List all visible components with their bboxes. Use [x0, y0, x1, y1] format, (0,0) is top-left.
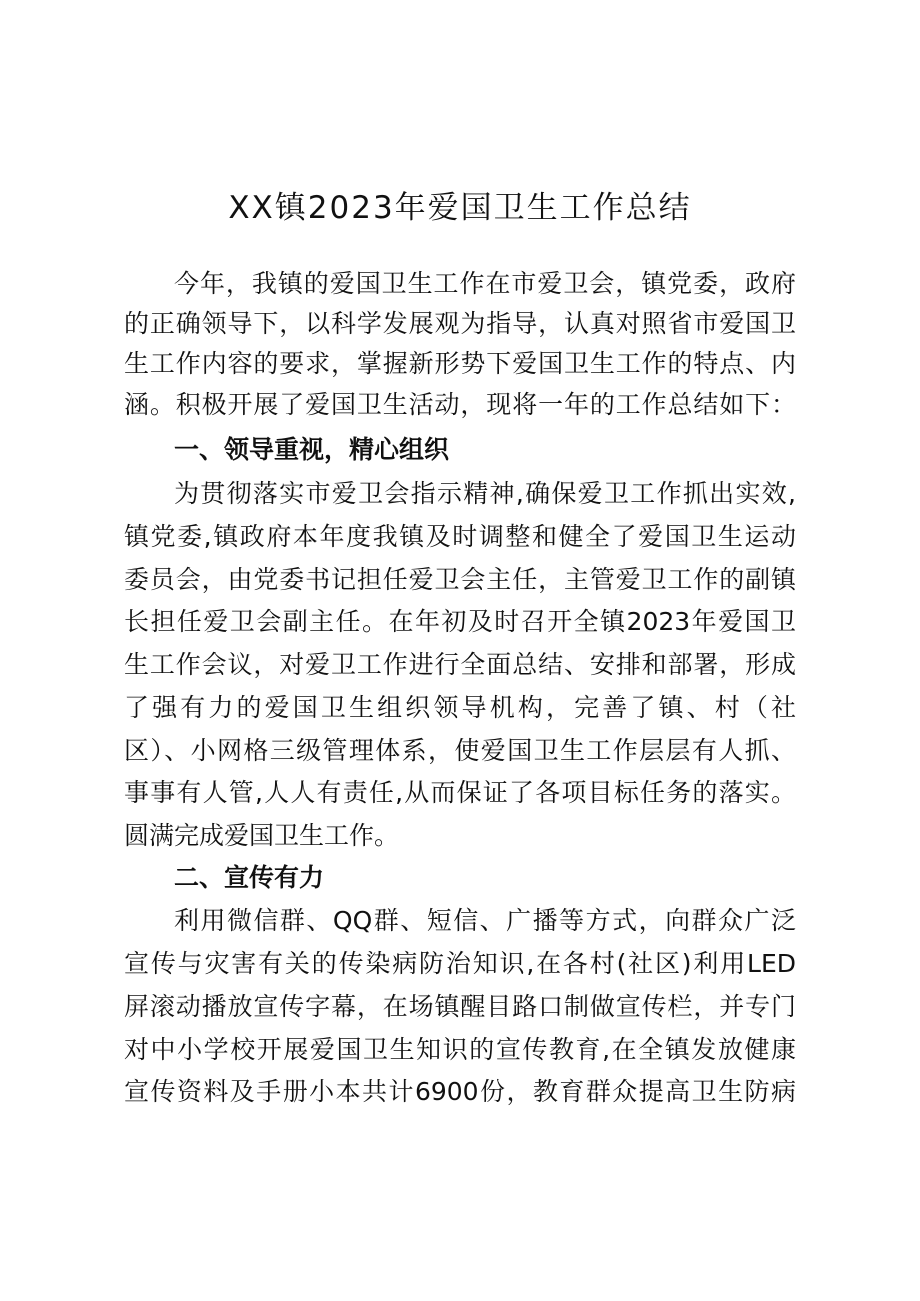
section-heading-1: 一、领导重视，精心组织 — [174, 435, 450, 464]
paragraph-line: 事事有人管,人人有责任,从而保证了各项目标任务的落实。 — [124, 778, 796, 807]
paragraph-line: 委员会，由党委书记担任爱卫会主任，主管爱卫工作的副镇 — [124, 565, 796, 594]
paragraph-line: 对中小学校开展爱国卫生知识的宣传教育,在全镇发放健康 — [124, 1035, 796, 1064]
paragraph-line: 今年，我镇的爱国卫生工作在市爱卫会，镇党委，政府 — [174, 269, 796, 298]
document-title: XX镇2023年爱国卫生工作总结 — [228, 190, 692, 226]
paragraph-line: 长担任爱卫会副主任。在年初及时召开全镇2023年爱国卫 — [124, 607, 796, 636]
section-heading-2: 二、宣传有力 — [174, 863, 325, 892]
paragraph-line: 宣传与灾害有关的传染病防治知识,在各村(社区)利用LED — [124, 949, 796, 978]
paragraph-line: 的正确领导下，以科学发展观为指导，认真对照省市爱国卫 — [124, 309, 796, 338]
paragraph-line: 涵。积极开展了爱国卫生活动，现将一年的工作总结如下： — [124, 390, 796, 419]
paragraph-line: 区）、小网格三级管理体系，使爱国卫生工作层层有人抓、 — [124, 736, 796, 765]
paragraph-line: 生工作内容的要求，掌握新形势下爱国卫生工作的特点、内 — [124, 349, 796, 378]
paragraph-line: 利用微信群、QQ群、短信、广播等方式，向群众广泛 — [174, 906, 796, 935]
paragraph-line: 圆满完成爱国卫生工作。 — [124, 821, 400, 850]
paragraph-line: 镇党委,镇政府本年度我镇及时调整和健全了爱国卫生运动 — [124, 522, 796, 551]
paragraph-line: 宣传资料及手册小本共计6900份，教育群众提高卫生防病 — [124, 1077, 796, 1106]
paragraph-line: 屏滚动播放宣传字幕，在场镇醒目路口制做宣传栏，并专门 — [124, 992, 796, 1021]
paragraph-line: 了强有力的爱国卫生组织领导机构，完善了镇、村（社 — [124, 693, 796, 722]
paragraph-line: 为贯彻落实市爱卫会指示精神,确保爱卫工作抓出实效, — [174, 479, 796, 508]
paragraph-line: 生工作会议，对爱卫工作进行全面总结、安排和部署，形成 — [124, 650, 796, 679]
